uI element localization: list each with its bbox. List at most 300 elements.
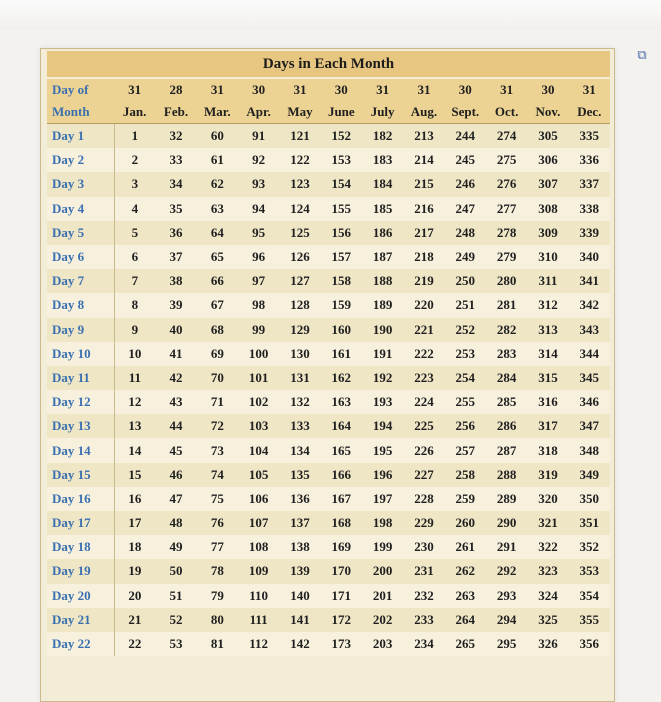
day-of-year-cell: 222 — [403, 342, 444, 366]
day-of-year-cell: 255 — [445, 390, 486, 414]
day-of-year-cell: 107 — [238, 511, 279, 535]
day-of-year-cell: 40 — [155, 318, 196, 342]
day-of-year-cell: 160 — [321, 318, 362, 342]
month-header: Oct. — [486, 101, 527, 124]
day-of-year-cell: 199 — [362, 535, 403, 559]
day-of-year-cell: 185 — [362, 197, 403, 221]
table-row — [47, 632, 610, 656]
day-of-year-cell: 121 — [279, 124, 320, 149]
day-of-year-cell: 134 — [279, 438, 320, 462]
day-of-year-cell: 123 — [279, 172, 320, 196]
day-of-year-cell: 12 — [114, 390, 155, 414]
day-of-year-cell: 261 — [445, 535, 486, 559]
month-header: Jan. — [114, 101, 155, 124]
row-day-label: Day 9 — [47, 318, 114, 342]
day-of-year-cell: 128 — [279, 293, 320, 317]
month-day-count: 31 — [114, 79, 155, 101]
month-header: May — [279, 101, 320, 124]
day-of-year-cell: 33 — [155, 148, 196, 172]
day-of-year-cell: 77 — [197, 535, 238, 559]
day-of-year-cell: 53 — [155, 632, 196, 656]
expand-icon[interactable]: ⧉ — [637, 47, 647, 62]
day-of-year-cell: 2 — [114, 148, 155, 172]
day-of-year-cell: 108 — [238, 535, 279, 559]
day-of-year-cell: 315 — [527, 366, 568, 390]
day-of-year-cell: 105 — [238, 463, 279, 487]
day-of-year-cell: 288 — [486, 463, 527, 487]
day-of-year-cell: 249 — [445, 245, 486, 269]
day-of-year-cell: 78 — [197, 559, 238, 583]
day-of-year-cell: 171 — [321, 584, 362, 608]
day-of-year-cell: 50 — [155, 559, 196, 583]
day-of-year-cell: 98 — [238, 293, 279, 317]
month-day-count: 30 — [321, 79, 362, 101]
day-of-year-cell: 132 — [279, 390, 320, 414]
day-of-year-cell: 52 — [155, 608, 196, 632]
day-of-year-cell: 18 — [114, 535, 155, 559]
day-of-year-cell: 317 — [527, 414, 568, 438]
day-of-year-cell: 203 — [362, 632, 403, 656]
day-of-year-cell: 80 — [197, 608, 238, 632]
day-of-year-cell: 336 — [569, 148, 610, 172]
table-row — [47, 584, 610, 608]
day-of-year-cell: 79 — [197, 584, 238, 608]
table-row — [47, 342, 610, 366]
day-of-year-cell: 230 — [403, 535, 444, 559]
day-of-year-cell: 41 — [155, 342, 196, 366]
day-of-year-cell: 346 — [569, 390, 610, 414]
day-of-year-cell: 47 — [155, 487, 196, 511]
table-row — [47, 245, 610, 269]
day-of-year-cell: 220 — [403, 293, 444, 317]
day-of-year-cell: 224 — [403, 390, 444, 414]
day-of-year-cell: 71 — [197, 390, 238, 414]
table-row — [47, 269, 610, 293]
day-of-year-cell: 278 — [486, 221, 527, 245]
day-of-year-cell: 293 — [486, 584, 527, 608]
corner-label-bottom: Month — [47, 101, 114, 124]
day-of-year-cell: 277 — [486, 197, 527, 221]
day-of-year-cell: 140 — [279, 584, 320, 608]
day-of-year-cell: 202 — [362, 608, 403, 632]
table-title: Days in Each Month — [47, 51, 610, 77]
day-of-year-cell: 246 — [445, 172, 486, 196]
day-of-year-cell: 195 — [362, 438, 403, 462]
table-row — [47, 559, 610, 583]
day-of-year-cell: 215 — [403, 172, 444, 196]
day-of-year-cell: 339 — [569, 221, 610, 245]
day-of-year-cell: 254 — [445, 366, 486, 390]
day-of-year-cell: 265 — [445, 632, 486, 656]
row-day-label: Day 13 — [47, 414, 114, 438]
row-day-label: Day 16 — [47, 487, 114, 511]
day-of-year-cell: 252 — [445, 318, 486, 342]
day-of-year-cell: 258 — [445, 463, 486, 487]
month-header: Nov. — [527, 101, 568, 124]
table-row — [47, 221, 610, 245]
day-of-year-cell: 124 — [279, 197, 320, 221]
day-of-year-cell: 335 — [569, 124, 610, 149]
day-of-year-cell: 158 — [321, 269, 362, 293]
day-of-year-cell: 15 — [114, 463, 155, 487]
month-header: Sept. — [445, 101, 486, 124]
day-of-year-cell: 217 — [403, 221, 444, 245]
days-count-row — [47, 79, 610, 101]
row-day-label: Day 18 — [47, 535, 114, 559]
day-of-year-cell: 63 — [197, 197, 238, 221]
day-of-year-cell: 247 — [445, 197, 486, 221]
day-of-year-cell: 49 — [155, 535, 196, 559]
day-of-year-cell: 350 — [569, 487, 610, 511]
day-of-year-cell: 170 — [321, 559, 362, 583]
row-day-label: Day 2 — [47, 148, 114, 172]
table-row — [47, 124, 610, 149]
day-of-year-cell: 257 — [445, 438, 486, 462]
day-of-year-cell: 4 — [114, 197, 155, 221]
day-of-year-cell: 218 — [403, 245, 444, 269]
table-row — [47, 608, 610, 632]
corner-label-top: Day of — [47, 79, 114, 101]
table-row — [47, 148, 610, 172]
row-day-label: Day 4 — [47, 197, 114, 221]
day-of-year-cell: 16 — [114, 487, 155, 511]
day-of-year-cell: 353 — [569, 559, 610, 583]
day-of-year-cell: 287 — [486, 438, 527, 462]
day-of-year-cell: 190 — [362, 318, 403, 342]
day-of-year-cell: 276 — [486, 172, 527, 196]
row-day-label: Day 8 — [47, 293, 114, 317]
day-of-year-cell: 292 — [486, 559, 527, 583]
day-of-year-cell: 295 — [486, 632, 527, 656]
day-of-year-cell: 14 — [114, 438, 155, 462]
month-header: July — [362, 101, 403, 124]
day-of-year-cell: 290 — [486, 511, 527, 535]
day-of-year-cell: 164 — [321, 414, 362, 438]
day-of-year-cell: 231 — [403, 559, 444, 583]
day-of-year-cell: 324 — [527, 584, 568, 608]
day-of-year-cell: 95 — [238, 221, 279, 245]
day-of-year-cell: 260 — [445, 511, 486, 535]
day-of-year-cell: 141 — [279, 608, 320, 632]
row-day-label: Day 1 — [47, 124, 114, 149]
day-of-year-cell: 323 — [527, 559, 568, 583]
month-header-row — [47, 101, 610, 124]
day-of-year-cell: 154 — [321, 172, 362, 196]
day-of-year-cell: 43 — [155, 390, 196, 414]
day-of-year-cell: 251 — [445, 293, 486, 317]
day-of-year-cell: 76 — [197, 511, 238, 535]
day-of-year-cell: 354 — [569, 584, 610, 608]
day-of-year-cell: 17 — [114, 511, 155, 535]
row-day-label: Day 7 — [47, 269, 114, 293]
day-of-year-cell: 106 — [238, 487, 279, 511]
day-of-year-cell: 101 — [238, 366, 279, 390]
day-of-year-cell: 7 — [114, 269, 155, 293]
day-of-year-cell: 162 — [321, 366, 362, 390]
day-of-year-cell: 310 — [527, 245, 568, 269]
day-of-year-cell: 112 — [238, 632, 279, 656]
row-day-label: Day 15 — [47, 463, 114, 487]
row-day-label: Day 14 — [47, 438, 114, 462]
day-of-year-cell: 259 — [445, 487, 486, 511]
day-of-year-cell: 345 — [569, 366, 610, 390]
day-of-year-cell: 67 — [197, 293, 238, 317]
day-of-year-cell: 125 — [279, 221, 320, 245]
day-of-year-cell: 196 — [362, 463, 403, 487]
day-of-year-cell: 153 — [321, 148, 362, 172]
day-of-year-cell: 286 — [486, 414, 527, 438]
day-of-year-cell: 322 — [527, 535, 568, 559]
day-of-year-cell: 136 — [279, 487, 320, 511]
day-of-year-cell: 8 — [114, 293, 155, 317]
day-of-year-cell: 248 — [445, 221, 486, 245]
day-of-year-cell: 197 — [362, 487, 403, 511]
day-of-year-cell: 168 — [321, 511, 362, 535]
day-of-year-cell: 11 — [114, 366, 155, 390]
day-of-year-cell: 308 — [527, 197, 568, 221]
table-row — [47, 535, 610, 559]
day-of-year-cell: 256 — [445, 414, 486, 438]
day-of-year-cell: 22 — [114, 632, 155, 656]
row-day-label: Day 11 — [47, 366, 114, 390]
month-day-count: 30 — [445, 79, 486, 101]
day-of-year-cell: 321 — [527, 511, 568, 535]
day-of-year-cell: 51 — [155, 584, 196, 608]
day-of-year-cell: 173 — [321, 632, 362, 656]
day-of-year-cell: 3 — [114, 172, 155, 196]
day-of-year-cell: 159 — [321, 293, 362, 317]
row-day-label: Day 12 — [47, 390, 114, 414]
day-of-year-cell: 165 — [321, 438, 362, 462]
day-of-year-cell: 244 — [445, 124, 486, 149]
day-of-year-cell: 186 — [362, 221, 403, 245]
day-of-year-cell: 94 — [238, 197, 279, 221]
day-of-year-cell: 46 — [155, 463, 196, 487]
month-day-count: 31 — [362, 79, 403, 101]
day-of-year-cell: 130 — [279, 342, 320, 366]
day-of-year-cell: 66 — [197, 269, 238, 293]
day-of-year-cell: 351 — [569, 511, 610, 535]
day-of-year-cell: 347 — [569, 414, 610, 438]
day-of-year-cell: 344 — [569, 342, 610, 366]
day-of-year-cell: 102 — [238, 390, 279, 414]
day-of-year-cell: 253 — [445, 342, 486, 366]
month-header: Feb. — [155, 101, 196, 124]
day-of-year-cell: 223 — [403, 366, 444, 390]
day-of-year-cell: 131 — [279, 366, 320, 390]
day-of-year-cell: 194 — [362, 414, 403, 438]
table-row — [47, 293, 610, 317]
day-of-year-cell: 110 — [238, 584, 279, 608]
day-of-year-cell: 48 — [155, 511, 196, 535]
day-of-year-cell: 184 — [362, 172, 403, 196]
day-of-year-cell: 61 — [197, 148, 238, 172]
day-of-year-cell: 214 — [403, 148, 444, 172]
day-of-year-cell: 20 — [114, 584, 155, 608]
row-day-label: Day 3 — [47, 172, 114, 196]
table-row — [47, 390, 610, 414]
month-header: Mar. — [197, 101, 238, 124]
day-of-year-cell: 152 — [321, 124, 362, 149]
day-of-year-cell: 309 — [527, 221, 568, 245]
day-of-year-cell: 275 — [486, 148, 527, 172]
day-of-year-cell: 337 — [569, 172, 610, 196]
day-of-year-cell: 349 — [569, 463, 610, 487]
day-of-year-cell: 45 — [155, 438, 196, 462]
day-of-year-cell: 326 — [527, 632, 568, 656]
month-header: Apr. — [238, 101, 279, 124]
day-of-year-cell: 13 — [114, 414, 155, 438]
day-of-year-cell: 10 — [114, 342, 155, 366]
day-of-year-cell: 64 — [197, 221, 238, 245]
day-of-year-cell: 280 — [486, 269, 527, 293]
day-of-year-cell: 38 — [155, 269, 196, 293]
day-of-year-cell: 91 — [238, 124, 279, 149]
table-row — [47, 318, 610, 342]
day-of-year-cell: 340 — [569, 245, 610, 269]
day-of-year-cell: 9 — [114, 318, 155, 342]
month-day-count: 28 — [155, 79, 196, 101]
day-of-year-cell: 319 — [527, 463, 568, 487]
day-of-year-cell: 74 — [197, 463, 238, 487]
page-top-edge — [0, 0, 661, 30]
day-of-year-cell: 126 — [279, 245, 320, 269]
day-of-year-cell: 167 — [321, 487, 362, 511]
table-row — [47, 414, 610, 438]
day-of-year-cell: 39 — [155, 293, 196, 317]
day-of-year-cell: 279 — [486, 245, 527, 269]
day-of-year-cell: 234 — [403, 632, 444, 656]
day-of-year-cell: 139 — [279, 559, 320, 583]
day-of-year-cell: 201 — [362, 584, 403, 608]
day-of-year-cell: 352 — [569, 535, 610, 559]
day-of-year-cell: 200 — [362, 559, 403, 583]
day-of-year-cell: 135 — [279, 463, 320, 487]
table-row — [47, 172, 610, 196]
month-day-count: 31 — [279, 79, 320, 101]
day-of-year-cell: 229 — [403, 511, 444, 535]
day-of-year-cell: 37 — [155, 245, 196, 269]
day-of-year-cell: 341 — [569, 269, 610, 293]
day-of-year-cell: 157 — [321, 245, 362, 269]
month-day-count: 31 — [486, 79, 527, 101]
table-row — [47, 197, 610, 221]
month-header: Aug. — [403, 101, 444, 124]
table-row — [47, 366, 610, 390]
row-day-label: Day 5 — [47, 221, 114, 245]
day-of-year-cell: 285 — [486, 390, 527, 414]
day-of-year-cell: 343 — [569, 318, 610, 342]
day-of-year-table — [47, 79, 610, 656]
day-of-year-cell: 62 — [197, 172, 238, 196]
row-day-label: Day 10 — [47, 342, 114, 366]
day-of-year-cell: 219 — [403, 269, 444, 293]
day-of-year-cell: 122 — [279, 148, 320, 172]
day-of-year-cell: 182 — [362, 124, 403, 149]
day-of-year-cell: 169 — [321, 535, 362, 559]
day-of-year-cell: 306 — [527, 148, 568, 172]
month-header: June — [321, 101, 362, 124]
row-day-label: Day 17 — [47, 511, 114, 535]
day-of-year-cell: 274 — [486, 124, 527, 149]
day-of-year-cell: 314 — [527, 342, 568, 366]
day-of-year-cell: 166 — [321, 463, 362, 487]
day-of-year-cell: 32 — [155, 124, 196, 149]
day-of-year-cell: 19 — [114, 559, 155, 583]
day-of-year-cell: 72 — [197, 414, 238, 438]
day-of-year-cell: 338 — [569, 197, 610, 221]
day-of-year-cell: 138 — [279, 535, 320, 559]
month-day-count: 31 — [403, 79, 444, 101]
table-row — [47, 511, 610, 535]
day-of-year-cell: 99 — [238, 318, 279, 342]
day-of-year-cell: 96 — [238, 245, 279, 269]
day-of-year-cell: 311 — [527, 269, 568, 293]
day-of-year-cell: 318 — [527, 438, 568, 462]
day-of-year-cell: 213 — [403, 124, 444, 149]
day-of-year-cell: 348 — [569, 438, 610, 462]
day-of-year-cell: 192 — [362, 366, 403, 390]
day-of-year-cell: 100 — [238, 342, 279, 366]
month-day-count: 31 — [197, 79, 238, 101]
day-of-year-cell: 264 — [445, 608, 486, 632]
row-day-label: Day 21 — [47, 608, 114, 632]
day-of-year-cell: 103 — [238, 414, 279, 438]
day-of-year-cell: 42 — [155, 366, 196, 390]
day-of-year-cell: 325 — [527, 608, 568, 632]
day-of-year-cell: 320 — [527, 487, 568, 511]
table-row — [47, 463, 610, 487]
day-of-year-cell: 36 — [155, 221, 196, 245]
day-of-year-cell: 228 — [403, 487, 444, 511]
day-of-year-cell: 127 — [279, 269, 320, 293]
day-of-year-cell: 216 — [403, 197, 444, 221]
day-of-year-cell: 281 — [486, 293, 527, 317]
day-of-year-cell: 68 — [197, 318, 238, 342]
row-day-label: Day 20 — [47, 584, 114, 608]
day-of-year-cell: 81 — [197, 632, 238, 656]
day-of-year-cell: 183 — [362, 148, 403, 172]
day-of-year-cell: 294 — [486, 608, 527, 632]
day-of-year-cell: 163 — [321, 390, 362, 414]
day-of-year-cell: 189 — [362, 293, 403, 317]
day-of-year-cell: 109 — [238, 559, 279, 583]
day-of-year-cell: 250 — [445, 269, 486, 293]
days-in-month-table — [40, 48, 615, 702]
table-row — [47, 487, 610, 511]
day-of-year-cell: 35 — [155, 197, 196, 221]
day-of-year-cell: 291 — [486, 535, 527, 559]
day-of-year-cell: 161 — [321, 342, 362, 366]
month-header: Dec. — [569, 101, 610, 124]
day-of-year-cell: 60 — [197, 124, 238, 149]
day-of-year-cell: 233 — [403, 608, 444, 632]
day-of-year-cell: 34 — [155, 172, 196, 196]
day-of-year-cell: 289 — [486, 487, 527, 511]
day-of-year-cell: 73 — [197, 438, 238, 462]
day-of-year-cell: 5 — [114, 221, 155, 245]
day-of-year-cell: 226 — [403, 438, 444, 462]
day-of-year-cell: 1 — [114, 124, 155, 149]
day-of-year-cell: 283 — [486, 342, 527, 366]
day-of-year-cell: 172 — [321, 608, 362, 632]
day-of-year-cell: 129 — [279, 318, 320, 342]
day-of-year-cell: 232 — [403, 584, 444, 608]
day-of-year-cell: 69 — [197, 342, 238, 366]
day-of-year-cell: 156 — [321, 221, 362, 245]
day-of-year-cell: 355 — [569, 608, 610, 632]
month-day-count: 30 — [238, 79, 279, 101]
